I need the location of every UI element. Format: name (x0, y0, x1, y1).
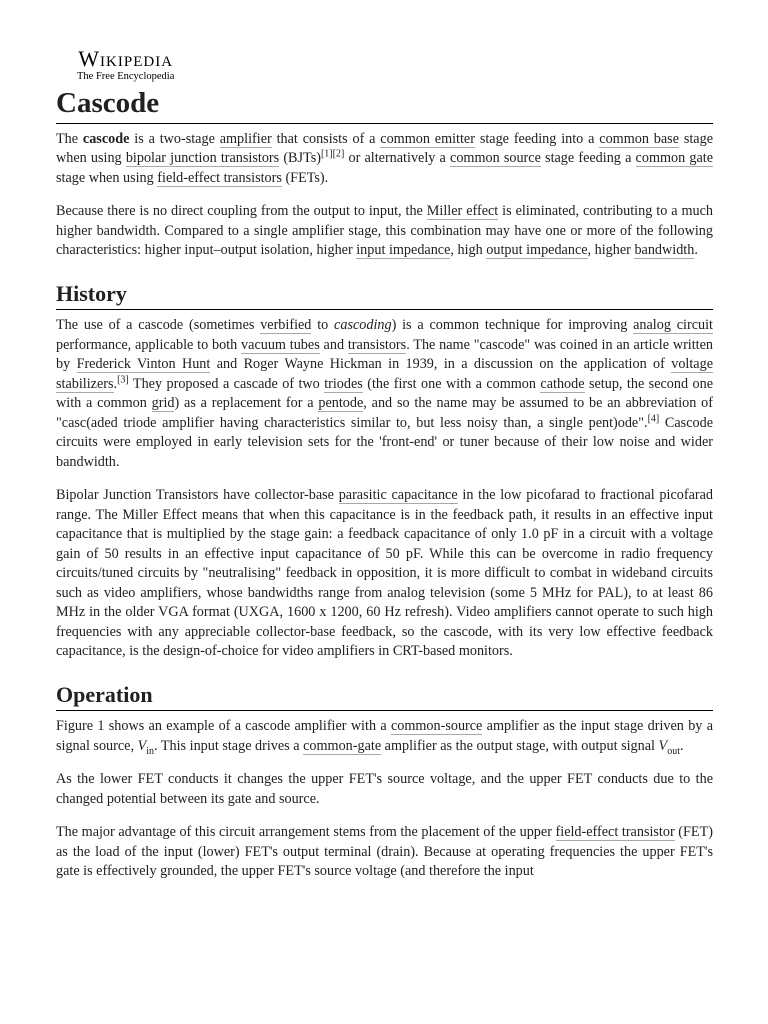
lead-paragraph-1 (56, 130, 713, 189)
link-analog-circuit[interactable]: analog circuit (633, 317, 713, 334)
page-title: Cascode (56, 86, 713, 124)
text: . The name "cascode" was coined in an article written by (56, 336, 714, 373)
operation-paragraph-2: As the lower FET conducts it changes the upper FET's source voltage, and the upper FET conducts due to the changed potential between its gate and source. (56, 771, 713, 807)
logo-tagline: The Free Encyclopedia (77, 71, 175, 82)
text: . (694, 242, 698, 259)
text: , high (450, 242, 487, 259)
link-triodes[interactable]: triodes (324, 375, 363, 392)
math-subscript: out (667, 745, 680, 757)
citation-2[interactable]: [2] (332, 148, 345, 160)
text: . (679, 737, 684, 754)
text: and Roger Wayne Hickman in 1939, in a discussion on the application of (210, 356, 672, 373)
text: stage when using (56, 130, 713, 167)
text: , and so the name may be assumed to be an abbreviation of "casc(aded triode amplifier having characteristics similar to, but less noisy than, a single pent)ode". (56, 395, 713, 431)
text: Bipolar Junction Transistors have collector-base (56, 487, 339, 504)
link-frederick-vinton-hunt[interactable]: Frederick Vinton Hunt (76, 356, 211, 373)
citation-3[interactable]: [3] (117, 373, 129, 385)
lead-paragraph-2 (56, 202, 713, 261)
operation-paragraph-1 (56, 717, 713, 756)
text: setup, the second one with a common (56, 375, 713, 412)
citation-4[interactable]: [4] (647, 412, 660, 424)
link-cathode[interactable]: cathode (540, 375, 585, 392)
text: (FETs). (281, 169, 329, 186)
text: (BJTs) (279, 150, 321, 167)
link-verbified[interactable]: verbified (260, 317, 312, 334)
text: performance, applicable to both (56, 336, 242, 353)
text: , higher (587, 242, 635, 259)
link-parasitic-capacitance[interactable]: parasitic capacitance (338, 487, 458, 504)
text: stage feeding into a (474, 130, 600, 147)
history-paragraph-1 (56, 316, 713, 472)
text: or alternatively a (344, 150, 451, 167)
text: The use of a cascode (sometimes (56, 317, 261, 334)
link-common-source[interactable]: common source (450, 150, 541, 167)
text: . (113, 375, 118, 392)
link-voltage-stabilizers[interactable]: voltage stabilizers (56, 356, 713, 392)
link-field-effect-transistors[interactable]: field-effect transistors (157, 169, 282, 186)
text: is a two-stage (129, 130, 220, 147)
text: The (56, 130, 83, 147)
text: that consists of a (271, 130, 381, 147)
link-amplifier[interactable]: amplifier (219, 130, 272, 147)
math-variable: V (658, 737, 668, 754)
math-variable: V (137, 737, 147, 754)
bold-term: cascode (82, 130, 130, 147)
logo-wordmark: Wikipedia (78, 46, 174, 71)
link-grid[interactable]: grid (151, 395, 175, 412)
italic-term: cascoding (334, 317, 392, 334)
operation-paragraph-3 (56, 823, 713, 882)
section-heading-operation: Operation (56, 682, 713, 711)
link-vacuum-tubes[interactable]: vacuum tubes (241, 336, 320, 353)
text: (the first one with a common (362, 375, 541, 392)
math-subscript: in (146, 745, 155, 757)
text: ) as a replacement for a (174, 395, 319, 412)
link-common-gate[interactable]: common-gate (303, 737, 382, 754)
article-content (56, 86, 713, 896)
link-bandwidth[interactable]: bandwidth (634, 242, 695, 259)
link-input-impedance[interactable]: input impedance (356, 242, 451, 259)
link-transistors[interactable]: transistors (347, 336, 407, 353)
link-field-effect-transistor[interactable]: field-effect transistor (555, 824, 675, 841)
link-pentode[interactable]: pentode (318, 395, 364, 412)
text: stage feeding a (540, 150, 636, 167)
text: Because there is no direct coupling from the output to input, the (56, 203, 427, 220)
history-paragraph-2 (56, 486, 713, 662)
link-common-source[interactable]: common-source (390, 718, 483, 735)
link-miller-effect[interactable]: Miller effect (426, 203, 499, 220)
text: in the low picofarad to fractional picofarad range. The Miller Effect means that when this capacitance is in the feedback path, it results in an effective input capacitance that is multiplied by the stage gain: a feedback capacitance of only 1.0 pF in a circuit with a voltage gain of 50 results in an effective input capacitance of 50 pF. While this can be overcome in radio frequency circuits/tuned circuits by "neutralising" feedback in opposition, it is more difficult to combat in wideband circuits such as video amplifiers, whose bandwidths range from analog television (some 5 MHz for PAL), to at least 86 MHz in the older VGA format (UXGA, 1600 x 1200, 60 Hz refresh). Video amplifiers cannot operate to such high frequencies with any appreciable collector-base feedback, so the cascode, with its very low effective feedback capacitance, is the design-of-choice for video amplifiers in CRT-based monitors. (56, 487, 713, 660)
link-output-impedance[interactable]: output impedance (486, 242, 588, 259)
wikipedia-logo[interactable] (77, 48, 174, 83)
section-heading-history: History (56, 281, 713, 310)
link-common-base[interactable]: common base (599, 130, 679, 147)
citation-1[interactable]: [1] (320, 148, 333, 160)
text: amplifier as the output stage, with output signal (381, 737, 659, 754)
text: Figure 1 shows an example of a cascode amplifier with a (56, 718, 391, 735)
text: to (311, 317, 335, 334)
text: is eliminated, contributing to a much higher bandwidth. Compared to a single amplifier stage, this combination may have one or more of the following characteristics: higher input–output isolation, higher (56, 203, 713, 259)
link-bipolar-junction-transistors[interactable]: bipolar junction transistors (125, 150, 280, 167)
text: amplifier as the input stage driven by a signal source, (56, 718, 713, 754)
text: Cascode circuits were employed in early television sets for the 'front-end' or tuner because of their low noise and wider bandwidth. (56, 414, 713, 470)
link-common-gate[interactable]: common gate (635, 150, 713, 167)
text: (FET) as the load of the input (lower) FET's output terminal (drain). Because at operating frequencies the upper FET's gate is effectively grounded, the upper FET's source voltage (and therefore the input (56, 824, 713, 880)
link-common-emitter[interactable]: common emitter (380, 130, 475, 147)
text: ) is a common technique for improving (391, 317, 634, 334)
text: stage when using (56, 169, 158, 186)
text: The major advantage of this circuit arrangement stems from the placement of the upper (56, 824, 556, 841)
text: . This input stage drives a (154, 737, 304, 754)
text: They proposed a cascade of two (128, 375, 325, 392)
text: and (319, 336, 348, 353)
